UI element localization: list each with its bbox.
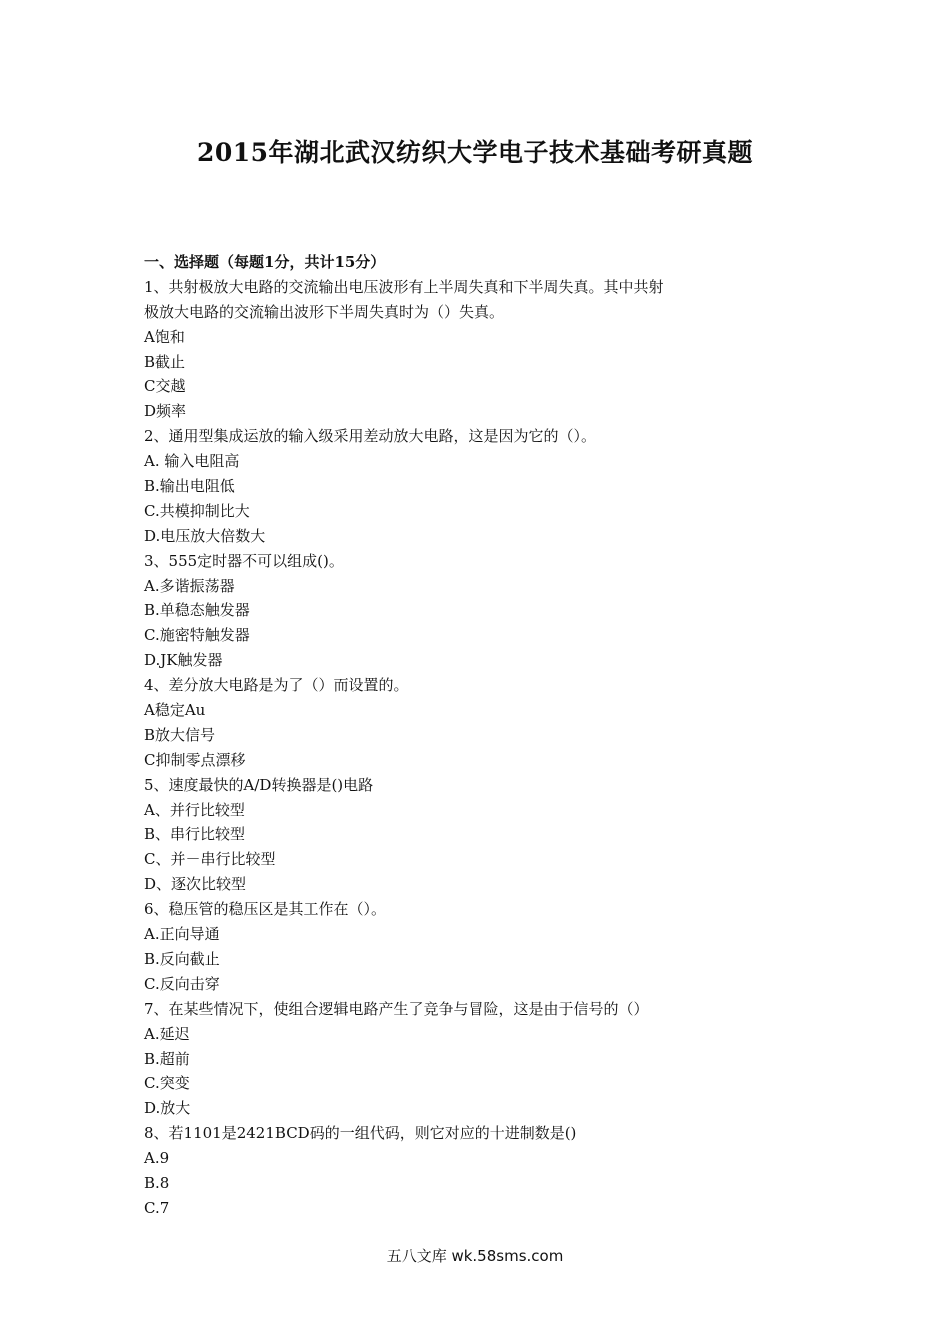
- text-line: C交越: [144, 377, 186, 396]
- text-line: D.放大: [144, 1099, 191, 1118]
- text-line: 8、若1101是2421BCD码的一组代码，则它对应的十进制数是(): [144, 1124, 577, 1143]
- text-line: A稳定Au: [144, 701, 206, 720]
- text-line: A.正向导通: [144, 925, 220, 944]
- text-line: 6、稳压管的稳压区是其工作在（）。: [144, 900, 387, 919]
- text-line: C抑制零点漂移: [144, 750, 246, 769]
- text-line: C.共模抑制比大: [144, 501, 250, 520]
- text-line: C.反向击穿: [144, 974, 220, 993]
- text-line: 2、通用型集成运放的输入级采用差动放大电路，这是因为它的（）。: [144, 427, 597, 446]
- text-line: C.7: [144, 1198, 170, 1217]
- text-line: 1、共射极放大电路的交流输出电压波形有上半周失真和下半周失真。其中共射: [144, 277, 664, 296]
- text-line: 5、速度最快的A/D转换器是()电路: [144, 775, 374, 794]
- text-line: C.施密特触发器: [144, 626, 250, 645]
- text-line: D、逐次比较型: [144, 875, 247, 894]
- document-title: 2015年湖北武汉纺织大学电子技术基础考研真题: [196, 138, 754, 167]
- text-line: A饱和: [144, 327, 185, 346]
- text-line: 4、差分放大电路是为了（）而设置的。: [144, 676, 409, 695]
- text-line: 7、在某些情况下，使组合逻辑电路产生了竞争与冒险，这是由于信号的（）: [144, 999, 649, 1018]
- text-line: D.JK触发器: [144, 651, 223, 670]
- text-line: B放大信号: [144, 725, 216, 744]
- text-line: B.单稳态触发器: [144, 601, 250, 620]
- text-line: B.8: [144, 1173, 170, 1192]
- text-line: A.延迟: [144, 1024, 190, 1043]
- text-line: 3、555定时器不可以组成()。: [144, 551, 344, 570]
- text-line: D.电压放大倍数大: [144, 526, 266, 545]
- text-line: C.突变: [144, 1074, 190, 1093]
- text-line: A、并行比较型: [144, 800, 245, 819]
- page-footer: 五八文库 wk.58sms.com: [386, 1247, 564, 1265]
- section-heading: 一、选择题（每题1分，共计15分）: [144, 253, 386, 271]
- text-line: D频率: [144, 402, 187, 421]
- text-line: B.超前: [144, 1049, 190, 1068]
- text-line: A.多谐振荡器: [144, 576, 235, 595]
- text-line: A. 输入电阻高: [144, 452, 240, 471]
- text-line: B截止: [144, 352, 186, 371]
- text-line: B.反向截止: [144, 949, 220, 968]
- text-line: 极放大电路的交流输出波形下半周失真时为（）失真。: [144, 302, 505, 321]
- document-body: [144, 250, 784, 1221]
- text-line: B.输出电阻低: [144, 477, 235, 496]
- text-line: C、并－串行比较型: [144, 850, 276, 869]
- text-line: B、串行比较型: [144, 825, 246, 844]
- text-line: A.9: [144, 1149, 170, 1168]
